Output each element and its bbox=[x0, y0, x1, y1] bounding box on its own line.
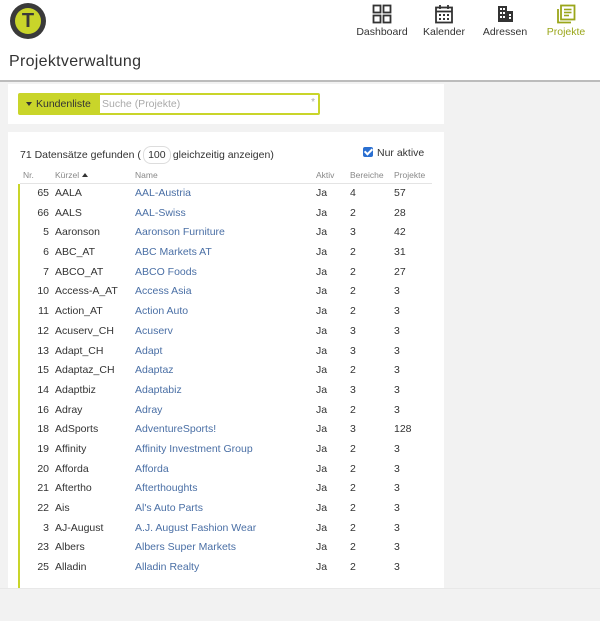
cell-projekte: 3 bbox=[394, 383, 400, 396]
cell-nr: 5 bbox=[43, 226, 49, 239]
cell-bereiche: 3 bbox=[350, 344, 356, 357]
cell-bereiche: 2 bbox=[350, 521, 356, 534]
cell-name[interactable]: Adaptabiz bbox=[135, 383, 182, 396]
cell-name[interactable]: Afforda bbox=[135, 462, 169, 475]
cell-name[interactable]: AAL-Austria bbox=[135, 187, 192, 199]
page-title: Projektverwaltung bbox=[9, 53, 142, 70]
cell-projekte: 3 bbox=[394, 521, 400, 534]
cell-kuerzel: Adaptbiz bbox=[55, 383, 96, 396]
cell-projekte: 3 bbox=[394, 442, 400, 455]
nav-projekte-label: Projekte bbox=[546, 26, 586, 38]
cell-bereiche: 2 bbox=[350, 561, 356, 574]
cell-nr: 12 bbox=[37, 324, 49, 337]
cell-nr: 21 bbox=[37, 482, 49, 495]
cell-projekte: 57 bbox=[394, 187, 406, 199]
cell-name[interactable]: AdventureSports! bbox=[135, 423, 217, 436]
logo-letter: T bbox=[21, 10, 35, 32]
cell-name[interactable]: Acuserv bbox=[135, 324, 173, 337]
cell-kuerzel: Adaptaz_CH bbox=[55, 364, 115, 377]
cell-nr: 23 bbox=[37, 541, 49, 554]
cell-projekte: 3 bbox=[394, 462, 400, 475]
column-header-name[interactable]: Name bbox=[135, 170, 158, 180]
column-header-aktiv[interactable]: Aktiv bbox=[316, 170, 335, 180]
cell-name[interactable]: Adaptaz bbox=[135, 364, 174, 377]
column-header-bereiche[interactable]: Bereiche bbox=[350, 170, 384, 180]
cell-bereiche: 3 bbox=[350, 383, 356, 396]
table-row[interactable] bbox=[20, 282, 432, 302]
cell-aktiv: Ja bbox=[316, 502, 328, 514]
cell-aktiv: Ja bbox=[316, 541, 328, 554]
cell-nr: 25 bbox=[37, 561, 49, 574]
customer-list-dropdown-button[interactable] bbox=[20, 95, 100, 113]
cell-kuerzel: Affinity bbox=[55, 442, 87, 455]
cell-projekte: 3 bbox=[394, 482, 400, 495]
table-panel bbox=[8, 132, 444, 588]
table-row[interactable] bbox=[20, 381, 432, 401]
cell-kuerzel: Aaronson bbox=[55, 226, 100, 239]
nav-kalender[interactable] bbox=[420, 4, 468, 42]
table-row[interactable] bbox=[20, 499, 432, 519]
cell-nr: 18 bbox=[37, 423, 49, 436]
cell-bereiche: 3 bbox=[350, 423, 356, 436]
cell-projekte: 3 bbox=[394, 403, 400, 416]
cell-kuerzel: Albers bbox=[55, 541, 85, 554]
cell-aktiv: Ja bbox=[316, 226, 328, 239]
cell-kuerzel: AALS bbox=[55, 206, 82, 219]
table-row[interactable] bbox=[20, 479, 432, 499]
records-info bbox=[20, 146, 274, 164]
logo-badge bbox=[15, 8, 41, 34]
cell-aktiv: Ja bbox=[316, 383, 328, 396]
cell-kuerzel: Aftertho bbox=[55, 482, 92, 495]
cell-aktiv: Ja bbox=[316, 305, 328, 318]
app-logo[interactable] bbox=[10, 3, 46, 39]
cell-aktiv: Ja bbox=[316, 324, 328, 337]
cell-projekte: 3 bbox=[394, 285, 400, 298]
nav-adressen[interactable] bbox=[480, 4, 530, 42]
building-icon bbox=[495, 4, 515, 24]
cell-name[interactable]: AAL-Swiss bbox=[135, 206, 186, 219]
records-count-text: 71 Datensätze gefunden ( bbox=[20, 149, 141, 161]
cell-aktiv: Ja bbox=[316, 364, 328, 377]
cell-kuerzel: AdSports bbox=[55, 423, 99, 436]
cell-bereiche: 2 bbox=[350, 541, 356, 554]
cell-aktiv: Ja bbox=[316, 442, 328, 455]
table-row[interactable] bbox=[20, 440, 432, 460]
cell-aktiv: Ja bbox=[316, 423, 328, 436]
cell-kuerzel: Alladin bbox=[55, 561, 87, 574]
cell-projekte: 3 bbox=[394, 541, 400, 554]
cell-name[interactable]: ABC Markets AT bbox=[135, 246, 212, 259]
cell-nr: 15 bbox=[37, 364, 49, 377]
cell-name[interactable]: Albers Super Markets bbox=[135, 541, 236, 554]
nav-adressen-label: Adressen bbox=[482, 26, 528, 38]
cell-nr: 65 bbox=[37, 187, 49, 199]
cell-bereiche: 2 bbox=[350, 442, 356, 455]
cell-nr: 22 bbox=[37, 502, 49, 514]
cell-aktiv: Ja bbox=[316, 561, 328, 574]
cell-aktiv: Ja bbox=[316, 187, 328, 199]
bottom-bar bbox=[0, 588, 600, 621]
cell-bereiche: 2 bbox=[350, 206, 356, 219]
cell-projekte: 3 bbox=[394, 344, 400, 357]
search-box bbox=[18, 93, 320, 115]
cell-nr: 10 bbox=[37, 285, 49, 298]
column-header-kuerzel-label: Kürzel bbox=[55, 170, 80, 180]
cell-aktiv: Ja bbox=[316, 246, 328, 259]
table-row[interactable] bbox=[20, 558, 432, 578]
search-input[interactable] bbox=[102, 95, 302, 113]
cell-projekte: 3 bbox=[394, 305, 400, 318]
table-row[interactable] bbox=[20, 538, 432, 558]
table-row[interactable] bbox=[20, 401, 432, 421]
only-active-checkbox[interactable] bbox=[363, 147, 373, 157]
cell-nr: 11 bbox=[38, 305, 49, 318]
cell-name[interactable]: Affinity Investment Group bbox=[135, 442, 253, 455]
cell-projekte: 31 bbox=[394, 246, 406, 259]
cell-projekte: 3 bbox=[394, 502, 400, 514]
table-row[interactable] bbox=[20, 204, 432, 224]
cell-name[interactable]: Adray bbox=[135, 403, 163, 416]
sort-ascending-icon bbox=[82, 173, 88, 177]
table-row[interactable] bbox=[20, 243, 432, 263]
cell-nr: 3 bbox=[43, 521, 49, 534]
search-panel bbox=[8, 84, 444, 124]
cell-nr: 6 bbox=[43, 246, 49, 259]
table-body bbox=[20, 184, 432, 578]
cell-bereiche: 3 bbox=[350, 324, 356, 337]
calendar-icon bbox=[434, 4, 454, 24]
cell-name[interactable]: Access Asia bbox=[135, 285, 192, 298]
cell-aktiv: Ja bbox=[316, 462, 328, 475]
table-row[interactable] bbox=[20, 263, 432, 283]
cell-bereiche: 2 bbox=[350, 403, 356, 416]
favorite-star-icon[interactable]: * bbox=[311, 97, 315, 108]
cell-bereiche: 2 bbox=[350, 265, 356, 278]
table-row[interactable] bbox=[20, 322, 432, 342]
cell-kuerzel: ABC_AT bbox=[55, 246, 96, 259]
cell-projekte: 27 bbox=[394, 265, 406, 278]
projects-icon bbox=[556, 4, 576, 24]
only-active-toggle[interactable] bbox=[363, 147, 424, 159]
cell-projekte: 3 bbox=[394, 364, 400, 377]
nav-projekte[interactable] bbox=[542, 4, 590, 42]
cell-projekte: 3 bbox=[394, 561, 400, 574]
cell-projekte: 42 bbox=[394, 226, 406, 239]
cell-kuerzel: Action_AT bbox=[55, 305, 103, 318]
cell-nr: 16 bbox=[37, 403, 49, 416]
table-row[interactable] bbox=[20, 223, 432, 243]
cell-name[interactable]: Aaronson Furniture bbox=[135, 226, 225, 239]
cell-name[interactable]: Al's Auto Parts bbox=[135, 502, 203, 514]
table-row[interactable] bbox=[20, 460, 432, 480]
cell-aktiv: Ja bbox=[316, 265, 328, 278]
table-row[interactable] bbox=[20, 184, 432, 204]
table-row[interactable] bbox=[20, 342, 432, 362]
cell-kuerzel: Access-A_AT bbox=[55, 285, 118, 298]
table-row[interactable] bbox=[20, 361, 432, 381]
cell-kuerzel: Ais bbox=[55, 502, 70, 514]
table-row[interactable] bbox=[20, 420, 432, 440]
cell-kuerzel: AALA bbox=[55, 187, 82, 199]
column-header-projekte[interactable]: Projekte bbox=[394, 170, 426, 180]
nav-dashboard[interactable] bbox=[356, 4, 408, 42]
cell-name[interactable]: Afterthoughts bbox=[135, 482, 198, 495]
cell-name[interactable]: Adapt bbox=[135, 344, 163, 357]
cell-nr: 66 bbox=[37, 206, 49, 219]
main-content bbox=[0, 82, 600, 588]
cell-aktiv: Ja bbox=[316, 403, 328, 416]
cell-bereiche: 2 bbox=[350, 462, 356, 475]
top-bar bbox=[0, 0, 600, 44]
cell-projekte: 128 bbox=[394, 423, 412, 436]
cell-name[interactable]: A.J. August Fashion Wear bbox=[135, 521, 257, 534]
customer-list-label: Kundenliste bbox=[36, 98, 91, 110]
cell-aktiv: Ja bbox=[316, 206, 328, 219]
records-suffix-text: gleichzeitig anzeigen) bbox=[172, 149, 274, 161]
cell-nr: 20 bbox=[37, 462, 49, 475]
cell-kuerzel: Afforda bbox=[55, 462, 89, 475]
cell-bereiche: 2 bbox=[350, 246, 356, 259]
dashboard-icon bbox=[372, 4, 392, 24]
cell-aktiv: Ja bbox=[316, 344, 328, 357]
cell-aktiv: Ja bbox=[316, 521, 328, 534]
cell-bereiche: 2 bbox=[350, 502, 356, 514]
cell-bereiche: 2 bbox=[350, 482, 356, 495]
cell-bereiche: 3 bbox=[350, 226, 356, 239]
cell-name[interactable]: ABCO Foods bbox=[135, 265, 197, 278]
nav-dashboard-label: Dashboard bbox=[356, 26, 408, 38]
cell-bereiche: 2 bbox=[350, 305, 356, 318]
nav-kalender-label: Kalender bbox=[422, 26, 466, 38]
cell-kuerzel: AJ-August bbox=[55, 521, 104, 534]
cell-name[interactable]: Action Auto bbox=[135, 305, 189, 318]
cell-nr: 13 bbox=[37, 344, 49, 357]
cell-aktiv: Ja bbox=[316, 285, 328, 298]
page-size-input[interactable]: 100 bbox=[143, 146, 171, 164]
cell-kuerzel: ABCO_AT bbox=[55, 265, 104, 278]
cell-bereiche: 4 bbox=[350, 187, 356, 199]
column-header-nr[interactable]: Nr. bbox=[23, 170, 34, 180]
cell-nr: 19 bbox=[37, 442, 49, 455]
cell-name[interactable]: Alladin Realty bbox=[135, 561, 200, 574]
cell-kuerzel: Adray bbox=[55, 403, 83, 416]
cell-nr: 7 bbox=[43, 265, 49, 278]
cell-kuerzel: Adapt_CH bbox=[55, 344, 104, 357]
table-row[interactable] bbox=[20, 302, 432, 322]
caret-down-icon bbox=[26, 102, 32, 106]
page-header bbox=[0, 44, 600, 82]
cell-projekte: 28 bbox=[394, 206, 406, 219]
cell-projekte: 3 bbox=[394, 324, 400, 337]
cell-kuerzel: Acuserv_CH bbox=[55, 324, 114, 337]
cell-aktiv: Ja bbox=[316, 482, 328, 495]
cell-bereiche: 2 bbox=[350, 285, 356, 298]
only-active-label: Nur aktive bbox=[377, 147, 425, 159]
cell-bereiche: 2 bbox=[350, 364, 356, 377]
cell-nr: 14 bbox=[37, 383, 49, 396]
table-row[interactable] bbox=[20, 519, 432, 539]
column-header-kuerzel[interactable] bbox=[55, 170, 88, 180]
